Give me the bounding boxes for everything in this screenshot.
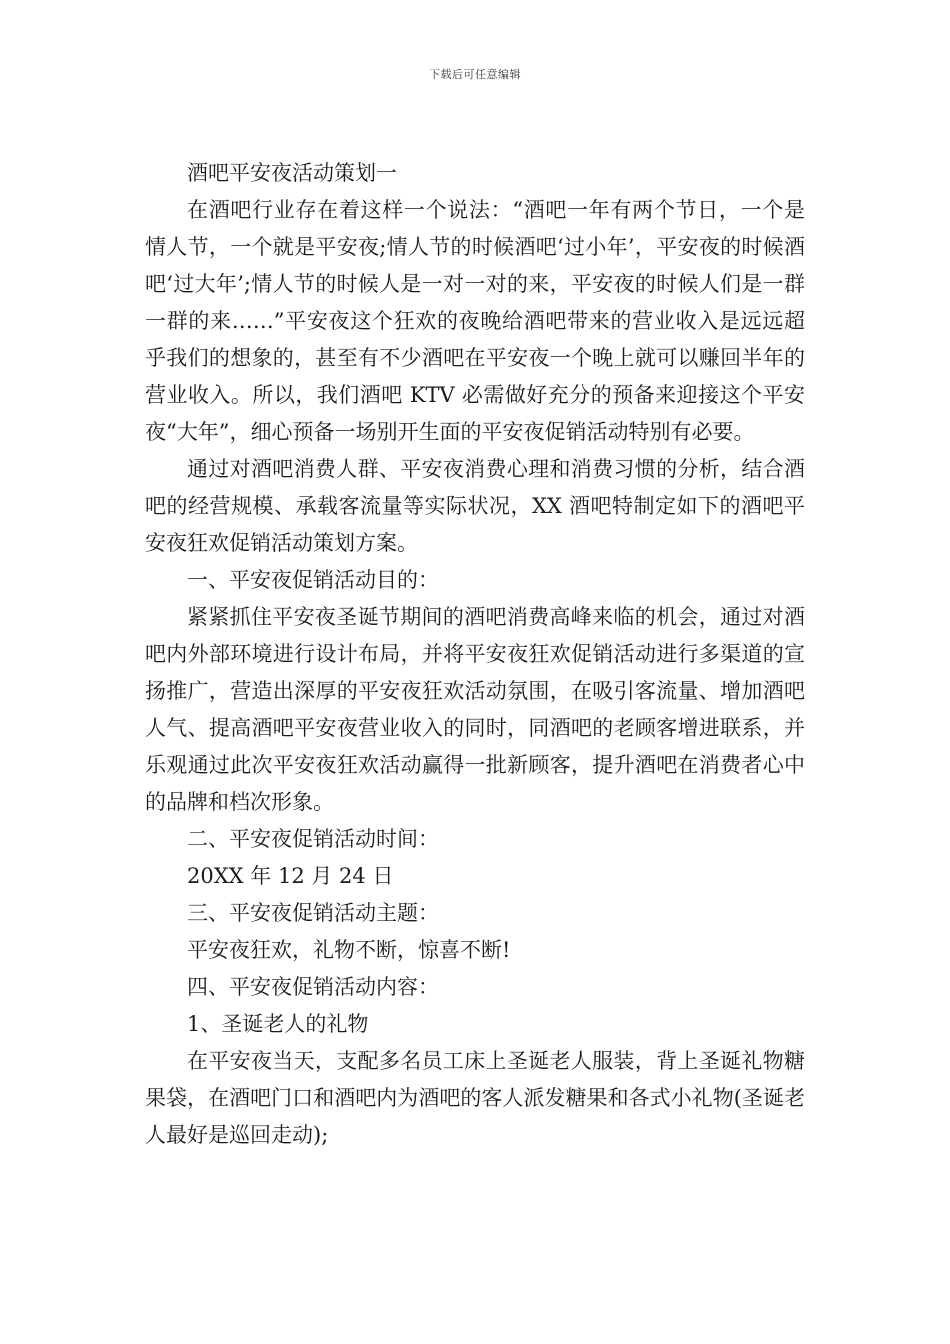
subheading-santa-gift: 1、圣诞老人的礼物 <box>187 1012 369 1036</box>
section-heading-theme: 三、平安夜促销活动主题： <box>187 901 439 925</box>
section-heading-content: 四、平安夜促销活动内容： <box>187 975 439 999</box>
document-body <box>145 155 805 1154</box>
paragraph-date: 20XX 年 12 月 24 日 <box>187 864 394 888</box>
section-heading-time: 二、平安夜促销活动时间： <box>187 827 439 851</box>
document-title: 酒吧平安夜活动策划一 <box>187 161 397 185</box>
paragraph-intro: 在酒吧行业存在着这样一个说法：“酒吧一年有两个节日，一个是情人节，一个就是平安夜;情人节的时候酒吧‘过小年’，平安夜的时候酒吧‘过大年’;情人节的时候人是一对一对的来，平安夜的时候人们是一群一群的来……”平安夜这个狂欢的夜晚给酒吧带来的营业收入是远远超乎我们的想象的，甚至有不少酒吧在平安夜一个晚上就可以赚回半年的营业收入。所以，我们酒吧 KTV 必需做好充分的预备来迎接这个平安夜“大年”，细心预备一场别开生面的平安夜促销活动特别有必要。 <box>145 198 805 444</box>
paragraph-theme: 平安夜狂欢，礼物不断，惊喜不断! <box>187 938 511 962</box>
paragraph-santa-gift: 在平安夜当天，支配多名员工床上圣诞老人服装，背上圣诞礼物糖果袋，在酒吧门口和酒吧内为酒吧的客人派发糖果和各式小礼物(圣诞老人最好是巡回走动); <box>145 1049 805 1147</box>
page-header: 下载后可任意编辑 <box>429 68 521 81</box>
paragraph-purpose: 紧紧抓住平安夜圣诞节期间的酒吧消费高峰来临的机会，通过对酒吧内外部环境进行设计布局，并将平安夜狂欢促销活动进行多渠道的宣扬推广，营造出深厚的平安夜狂欢活动氛围，在吸引客流量、增加酒吧人气、提高酒吧平安夜营业收入的同时，同酒吧的老顾客增进联系，并乐观通过此次平安夜狂欢活动赢得一批新顾客，提升酒吧在消费者心中的品牌和档次形象。 <box>145 605 805 814</box>
paragraph-analysis: 通过对酒吧消费人群、平安夜消费心理和消费习惯的分析，结合酒吧的经营规模、承载客流量等实际状况，XX 酒吧特制定如下的酒吧平安夜狂欢促销活动策划方案。 <box>145 457 805 555</box>
section-heading-purpose: 一、平安夜促销活动目的： <box>187 568 439 592</box>
